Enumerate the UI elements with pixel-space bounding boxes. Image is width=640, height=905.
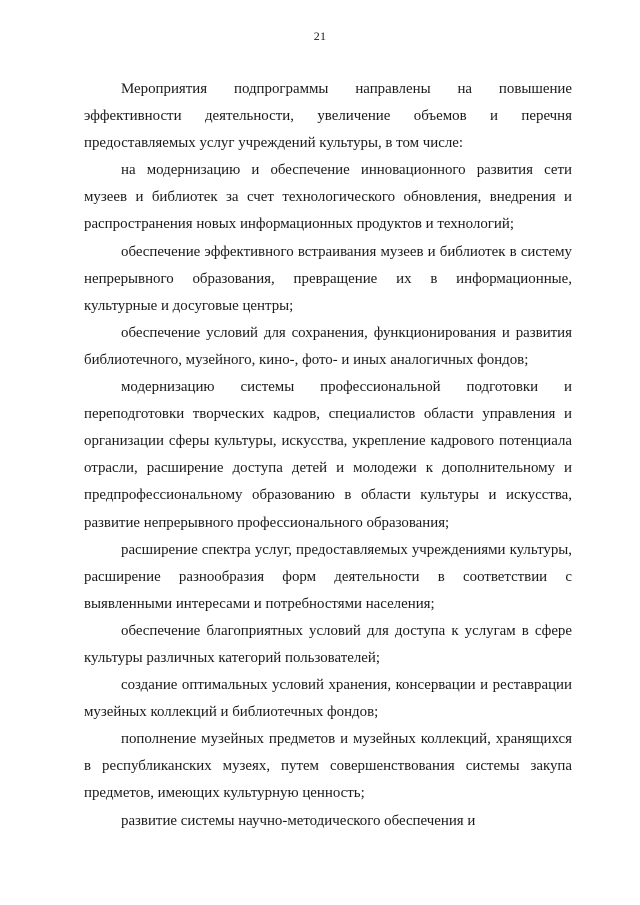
paragraph-methodological-support: развитие системы научно-методического обеспечения и bbox=[121, 812, 476, 829]
paragraph-intro: Мероприятия подпрограммы направлены на повышение эффективности деятельности, увеличение объемов и перечня предоставляемых услуг учреждений культуры, в том числе: bbox=[84, 81, 572, 152]
paragraph-museum-acquisitions: пополнение музейных предметов и музейных коллекций, хранящихся в республиканских музеях, путем совершенствования системы закупа предметов, имеющих культурную ценность; bbox=[84, 731, 572, 802]
paragraph-modernization: на модернизацию и обеспечение инновационного развития сети музеев и библиотек за счет технологического обновления, внедрения и распространения новых информационных продуктов и технологий; bbox=[84, 162, 572, 233]
paragraph-services-expansion: расширение спектра услуг, предоставляемых учреждениями культуры, расширение разнообразия форм деятельности в соответствии с выявленными интересами и потребностями населения; bbox=[84, 541, 572, 612]
document-body bbox=[84, 76, 572, 835]
paragraph-education-integration: обеспечение эффективного встраивания музеев и библиотек в систему непрерывного образования, превращение их в информационные, культурные и досуговые центры; bbox=[84, 243, 572, 314]
paragraph-staff-training: модернизацию системы профессиональной подготовки и переподготовки творческих кадров, специалистов области управления и организации сферы культуры, искусства, укрепление кадрового потенциала отрасли, расширение доступа детей и молодежи к дополнительному и предпрофессиональному образованию в области культуры и искусства, развитие непрерывного профессионального образования; bbox=[84, 379, 572, 531]
paragraph-fund-preservation: обеспечение условий для сохранения, функционирования и развития библиотечного, музейного, кино-, фото- и иных аналогичных фондов; bbox=[84, 324, 572, 368]
page-number: 21 bbox=[313, 29, 327, 43]
paragraph-storage-conditions: создание оптимальных условий хранения, консервации и реставрации музейных коллекций и библиотечных фондов; bbox=[84, 677, 572, 721]
paragraph-access-conditions: обеспечение благоприятных условий для доступа к услугам в сфере культуры различных категорий пользователей; bbox=[84, 622, 572, 666]
